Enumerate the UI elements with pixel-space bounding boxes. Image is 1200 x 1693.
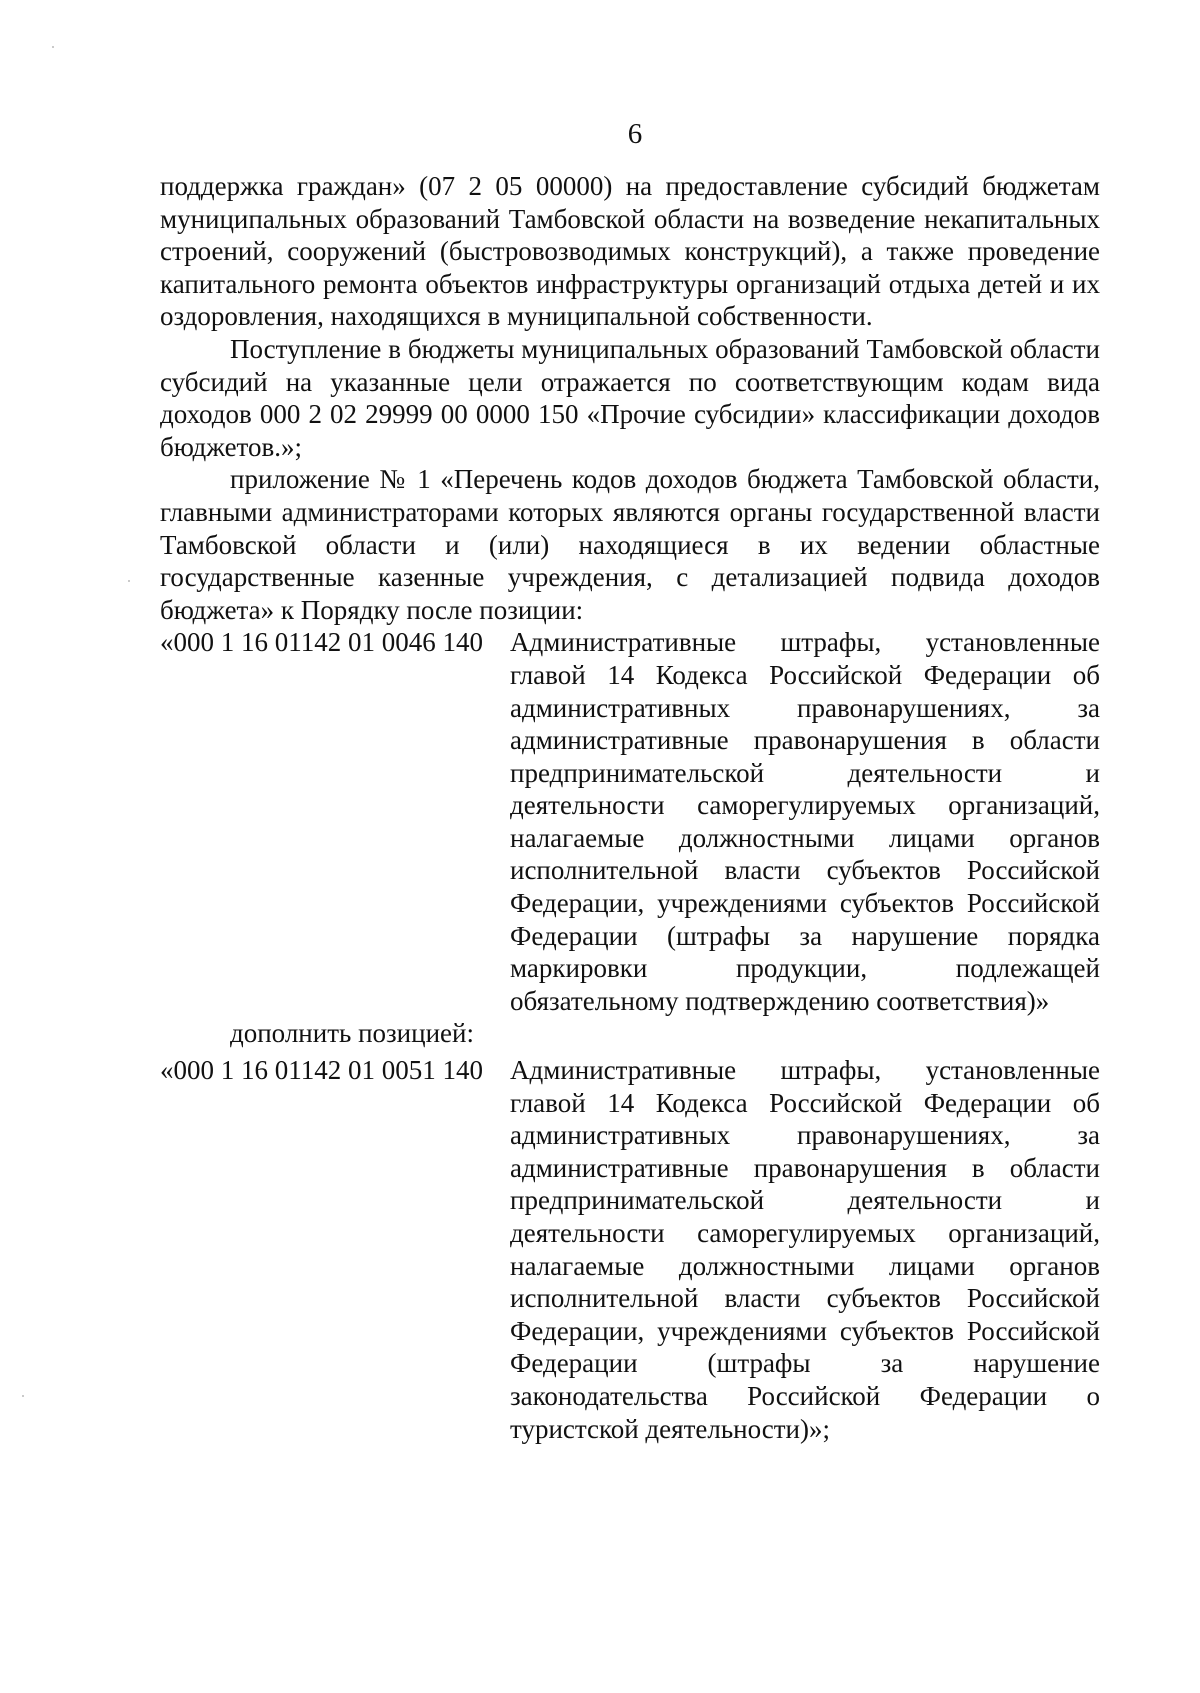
- revenue-code: «000 1 16 01142 01 0051 140: [160, 1055, 483, 1086]
- supplement-label: дополнить позицией:: [230, 1018, 474, 1049]
- code-entry-0051: [160, 1054, 1100, 1445]
- scan-speck: [128, 580, 130, 582]
- document-body: [160, 170, 1100, 1445]
- paragraph-revenue-codes: Поступление в бюджеты муниципальных образований Тамбовской области субсидий на указанные цели отражается по соответствующим кодам вида доходов 000 2 02 29999 00 0000 150 «Прочие субсидии» классификации доходов бюджетов.»;: [160, 333, 1100, 462]
- scan-speck: [22, 1395, 24, 1397]
- paragraph-subsidies: поддержка граждан» (07 2 05 00000) на предоставление субсидий бюджетам муниципальных образований Тамбовской области на возведение некапитальных строений, сооружений (быстровозводимых конструкций), а также проведение капитального ремонта объектов инфраструктуры организаций отдыха детей и их оздоровления, находящихся в муниципальной собственности.: [160, 171, 1100, 332]
- revenue-code: «000 1 16 01142 01 0046 140: [160, 627, 483, 658]
- page-number: 6: [627, 118, 643, 150]
- code-entry-0046: [160, 626, 1100, 1017]
- paragraph-appendix: приложение № 1 «Перечень кодов доходов бюджета Тамбовской области, главными администраторами которых являются органы государственной власти Тамбовской области и (или) находящиеся в их ведении областные государственные казенные учреждения, с детализацией подвида доходов бюджета» к Порядку после позиции:: [160, 464, 1100, 625]
- revenue-code-description: Административные штрафы, установленные главой 14 Кодекса Российской Федерации об административных правонарушениях, за административные правонарушения в области предпринимательской деятельности и деятельности саморегулируемых организаций, налагаемые должностными лицами органов исполнительной власти субъектов Российской Федерации, учреждениями субъектов Российской Федерации (штрафы за нарушение порядка маркировки продукции, подлежащей обязательному подтверждению соответствия)»: [510, 627, 1100, 1016]
- scan-speck: [52, 46, 54, 48]
- revenue-code-description: Административные штрафы, установленные главой 14 Кодекса Российской Федерации об административных правонарушениях, за административные правонарушения в области предпринимательской деятельности и деятельности саморегулируемых организаций, налагаемые должностными лицами органов исполнительной власти субъектов Российской Федерации, учреждениями субъектов Российской Федерации (штрафы за нарушение законодательства Российской Федерации о туристской деятельности)»;: [510, 1055, 1100, 1444]
